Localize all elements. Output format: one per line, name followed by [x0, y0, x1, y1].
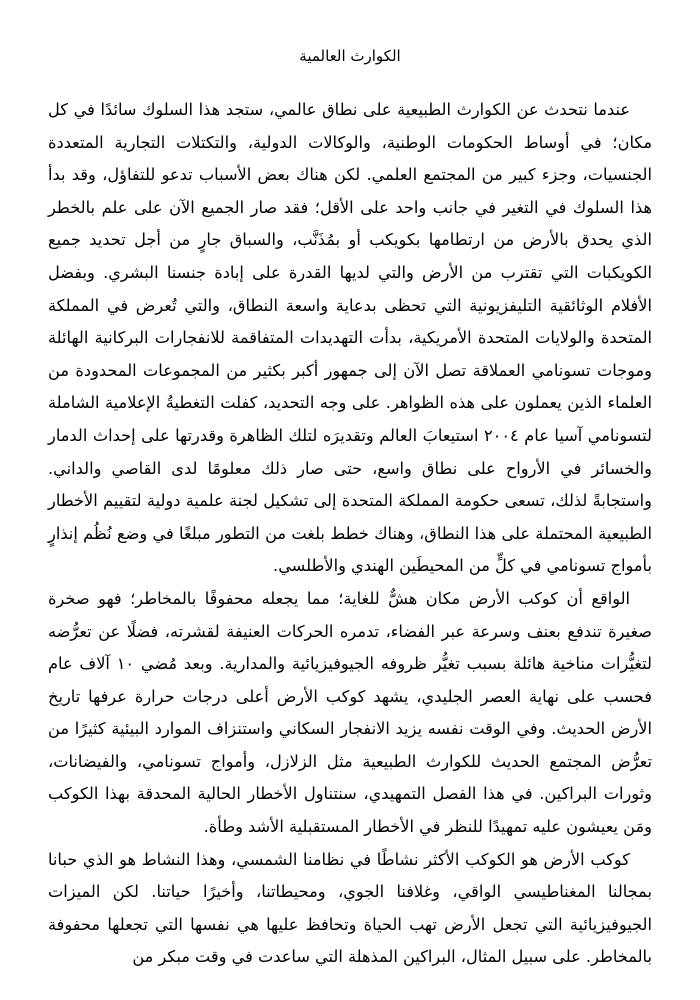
running-head: الكوارث العالمية: [299, 47, 401, 65]
body-text: [48, 94, 652, 974]
paragraph-2: الواقع أن كوكب الأرض مكان هشٌّ للغاية؛ مما يجعله محفوفًا بالمخاطر؛ فهو صخرة صغيرة تندفع بعنف وسرعة عبر الفضاء، تدمره الحركات العنيفة لقشرته، فضلًا عن تعرُّضه لتغيُّرات مناخية هائلة بسبب تغيُّر ظروفه الجيوفيزيائية والمدارية. وبعد مُضي ١٠ آلاف عام فحسب على نهاية العصر الجليدي، يشهد كوكب الأرض أعلى درجات حرارة عرفها تاريخ الأرض الحديث. وفي الوقت نفسه يزيد الانفجار السكاني واستنزاف الموارد البيئية كثيرًا من تعرُّض المجتمع الحديث للكوارث الطبيعية مثل الزلازل، وأمواج تسونامي، والفيضانات، وثورات البراكين. في هذا الفصل التمهيدي، سنتناول الأخطار الحالية المحدقة بهذا الكوكب ومَن يعيشون عليه تمهيدًا للنظر في الأخطار المستقبلية الأشد وطأة.: [48, 588, 652, 837]
paragraph-3: كوكب الأرض هو الكوكب الأكثر نشاطًا في نظامنا الشمسي، وهذا النشاط هو الذي حبانا بمجالنا المغناطيسي الواقي، وغلافنا الجوي، ومحيطاتنا، وأخيرًا حياتنا. لكن الميزات الجيوفيزيائية التي تجعل الأرض تهب الحياة وتحافظ عليها هي نفسها التي تجعلها محفوفة بالمخاطر. على سبيل المثال، البراكين المذهلة التي ساعدت في وقت مبكر من: [48, 849, 652, 967]
paragraph-1: عندما نتحدث عن الكوارث الطبيعية على نطاق عالمي، ستجد هذا السلوك سائدًا في كل مكان؛ في أوساط الحكومات الوطنية، والوكالات الدولية، والتكتلات التجارية المتعددة الجنسيات، وجزء كبير من المجتمع العلمي. لكن هناك بعض الأسباب تدعو للتفاؤل، وقد بدأ هذا السلوك في التغير في جانب واحد على الأقل؛ فقد صار الجميع الآن على علم بالخطر الذي يحدق بالأرض من ارتطامها بكويكب أو بمُذَنَّب، والسباق جارٍ من أجل تحديد جميع الكويكبات التي تقترب من الأرض والتي لديها القدرة على إبادة جنسنا البشري. وبفضل الأفلام الوثائقية التليفزيونية التي تحظى بدعاية واسعة النطاق، والتي تُعرض في المملكة المتحدة والولايات المتحدة الأمريكية، بدأت التهديدات المتفاقمة للانفجارات البركانية الهائلة وموجات تسونامي العملاقة تصل الآن إلى جمهور أكبر بكثير من المجموعات المحدودة من العلماء الذين يعملون على هذه الظواهر. على وجه التحديد، كفلت التغطيةُ الإعلامية الشاملة لتسونامي آسيا عام ٢٠٠٤ استيعابَ العالم وتقديرَه لتلك الظاهرة وقدرتها على إحداث الدمار والخسائر في الأرواح على نطاق واسع، حتى صار ذلك معلومًا لدى القاصي والداني. واستجابةً لذلك، تسعى حكومة المملكة المتحدة إلى تشكيل لجنة علمية دولية لتقييم الأخطار الطبيعية المحتملة على هذا النطاق، وهناك خطط بلغت من التطور مبلغًا في وضع نُظُم إنذارٍ بأمواج تسونامي في كلٍّ من المحيطَين الهندي والأطلسي.: [48, 100, 652, 576]
